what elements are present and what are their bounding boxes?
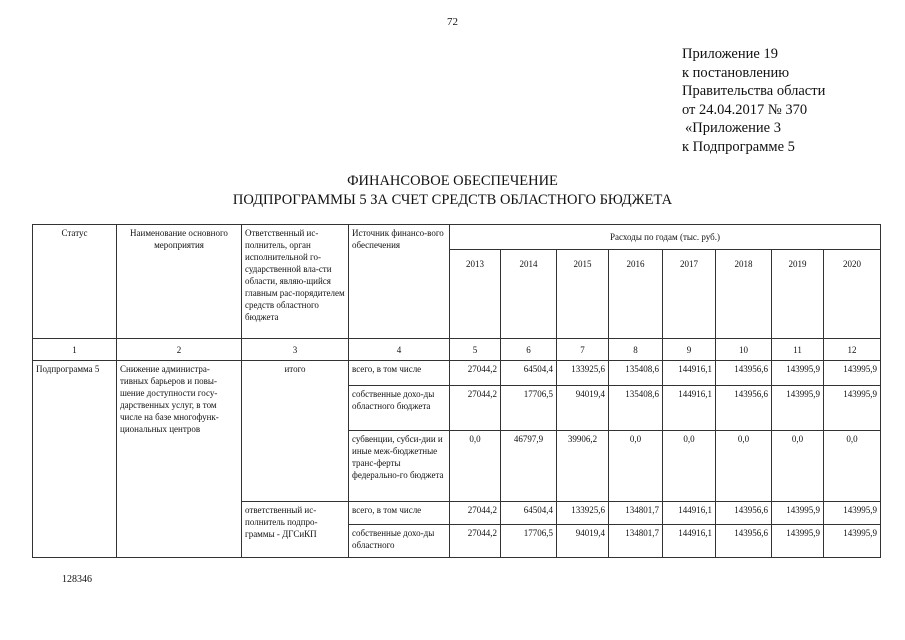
value-cell: 144916,1 — [663, 361, 716, 386]
value-cell: 143995,9 — [824, 361, 881, 386]
value-cell: 17706,5 — [501, 386, 557, 431]
column-number: 3 — [242, 339, 349, 361]
value-cell: 0,0 — [824, 431, 881, 502]
header-status: Статус — [33, 225, 117, 339]
appendix-line: от 24.04.2017 № 370 — [682, 101, 808, 118]
status-cell: Подпрограмма 5 — [33, 361, 117, 558]
header-year: 2016 — [609, 250, 663, 339]
document-title — [0, 172, 905, 210]
value-cell: 143995,9 — [824, 525, 881, 558]
source-cell: собственные дохо-ды областного — [349, 525, 450, 558]
measure-cell: Снижение администра-тивных барьеров и повы-шение доступности госу-дарственных услуг, в том числе на базе многофунк-циональных центров — [117, 361, 242, 558]
value-cell: 143956,6 — [716, 525, 772, 558]
appendix-line: «Приложение 3 — [685, 120, 781, 137]
source-cell: собственные дохо-ды областного бюджета — [349, 386, 450, 431]
value-cell: 64504,4 — [501, 361, 557, 386]
source-cell: субвенции, субси-дии и иные меж-бюджетные транс-ферты федерально-го бюджета — [349, 431, 450, 502]
value-cell: 133925,6 — [557, 502, 609, 525]
appendix-line: Правительства области — [682, 83, 826, 100]
table-row — [33, 361, 881, 386]
value-cell: 133925,6 — [557, 361, 609, 386]
appendix-line: к Подпрограмме 5 — [682, 138, 795, 155]
appendix-line: Приложение 19 — [682, 46, 778, 62]
value-cell: 27044,2 — [450, 502, 501, 525]
column-number: 7 — [557, 339, 609, 361]
header-year: 2013 — [450, 250, 501, 339]
header-measure: Наименование основного мероприятия — [117, 225, 242, 339]
column-number: 2 — [117, 339, 242, 361]
header-year: 2014 — [501, 250, 557, 339]
appendix-header — [682, 45, 825, 157]
value-cell: 0,0 — [716, 431, 772, 502]
value-cell: 144916,1 — [663, 386, 716, 431]
value-cell: 0,0 — [609, 431, 663, 502]
value-cell: 39906,2 — [557, 431, 609, 502]
value-cell: 64504,4 — [501, 502, 557, 525]
column-number: 8 — [609, 339, 663, 361]
title-line-2: ПОДПРОГРАММЫ 5 ЗА СЧЕТ СРЕДСТВ ОБЛАСТНОГО БЮДЖЕТА — [232, 192, 673, 208]
value-cell: 27044,2 — [450, 386, 501, 431]
column-number: 5 — [450, 339, 501, 361]
source-cell: всего, в том числе — [349, 502, 450, 525]
value-cell: 46797,9 — [501, 431, 557, 502]
value-cell: 143956,6 — [716, 502, 772, 525]
value-cell: 143995,9 — [772, 386, 824, 431]
column-number: 1 — [33, 339, 117, 361]
header-year: 2020 — [824, 250, 881, 339]
source-cell: всего, в том числе — [349, 361, 450, 386]
value-cell: 134801,7 — [609, 525, 663, 558]
column-number: 11 — [772, 339, 824, 361]
value-cell: 143995,9 — [772, 361, 824, 386]
value-cell: 134801,7 — [609, 502, 663, 525]
value-cell: 27044,2 — [450, 525, 501, 558]
column-number: 10 — [716, 339, 772, 361]
column-number: 4 — [349, 339, 450, 361]
header-expenses: Расходы по годам (тыс. руб.) — [450, 225, 881, 250]
header-source: Источник финансо-вого обеспечения — [349, 225, 450, 339]
executor-cell: ответственный ис-полнитель подпро-граммы - ДГСиКП — [242, 502, 349, 558]
value-cell: 27044,2 — [450, 361, 501, 386]
value-cell: 143956,6 — [716, 386, 772, 431]
value-cell: 0,0 — [450, 431, 501, 502]
value-cell: 17706,5 — [501, 525, 557, 558]
financing-table — [32, 224, 881, 558]
header-year: 2015 — [557, 250, 609, 339]
document-code: 128346 — [62, 574, 92, 585]
appendix-line: к постановлению — [682, 64, 790, 81]
value-cell: 0,0 — [663, 431, 716, 502]
value-cell: 135408,6 — [609, 361, 663, 386]
value-cell: 94019,4 — [557, 386, 609, 431]
value-cell: 143956,6 — [716, 361, 772, 386]
value-cell: 135408,6 — [609, 386, 663, 431]
header-year: 2017 — [663, 250, 716, 339]
value-cell: 0,0 — [772, 431, 824, 502]
value-cell: 143995,9 — [824, 386, 881, 431]
value-cell: 143995,9 — [772, 525, 824, 558]
value-cell: 94019,4 — [557, 525, 609, 558]
column-number: 12 — [824, 339, 881, 361]
executor-cell: итого — [242, 361, 349, 502]
header-year: 2019 — [772, 250, 824, 339]
header-row-1 — [33, 225, 881, 250]
page-number: 72 — [447, 16, 458, 28]
column-number: 6 — [501, 339, 557, 361]
header-year: 2018 — [716, 250, 772, 339]
column-number: 9 — [663, 339, 716, 361]
value-cell: 143995,9 — [824, 502, 881, 525]
value-cell: 144916,1 — [663, 525, 716, 558]
value-cell: 144916,1 — [663, 502, 716, 525]
column-numbers-row — [33, 339, 881, 361]
header-executor: Ответственный ис-полнитель, орган исполнительной го-сударственной вла-сти области, являю-щийся главным рас-порядителем средств областного бюджета — [242, 225, 349, 339]
value-cell: 143995,9 — [772, 502, 824, 525]
title-line-1: ФИНАНСОВОЕ ОБЕСПЕЧЕНИЕ — [347, 173, 558, 189]
